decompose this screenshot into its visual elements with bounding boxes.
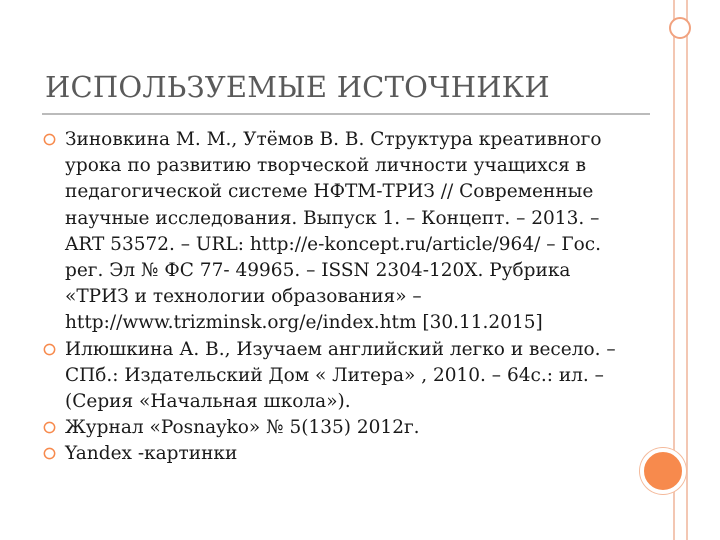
list-item — [45, 337, 635, 416]
page-title: ИСПОЛЬЗУЕМЫЕ ИСТОЧНИКИ — [45, 70, 550, 104]
source-text: Зиновкина М. М., Утёмов В. В. Структура креативного урока по развитию творческой личности учащихся в педагогической системе НФТМ-ТРИЗ // Современные научные исследования. Выпуск 1. – Концепт. – 2013. – ART 53572. – URL: http://e-koncept.ru/article/964/ – Гос. рег. Эл № ФС 77- 49965. – ISSN 2304-120X. Рубрика «ТРИЗ и технологии образования» – http://www.trizminsk.org/e/index.htm [30.11.2015] — [65, 129, 602, 334]
source-text: Илюшкина А. В., Изучаем английский легко и весело. – СПб.: Издательский Дом « Литера» , 2010. – 64с.: ил. – (Серия «Начальная школа»). — [65, 338, 616, 413]
circle-ring-bullet-icon — [42, 342, 57, 357]
source-text: Журнал «Posnayko» № 5(135) 2012г. — [65, 417, 420, 439]
list-item — [45, 127, 635, 337]
circle-ring-bullet-icon — [42, 132, 57, 147]
decorative-orange-circle-icon — [640, 448, 686, 494]
title-divider — [42, 113, 650, 115]
circle-ring-bullet-icon — [42, 446, 57, 461]
sources-list — [45, 127, 635, 468]
circle-ring-bullet-icon — [42, 420, 57, 435]
decorative-ring-icon — [669, 17, 691, 39]
list-item — [45, 415, 635, 441]
source-text: Yandex -картинки — [65, 443, 238, 465]
decorative-vertical-line — [686, 0, 688, 540]
list-item — [45, 441, 635, 467]
